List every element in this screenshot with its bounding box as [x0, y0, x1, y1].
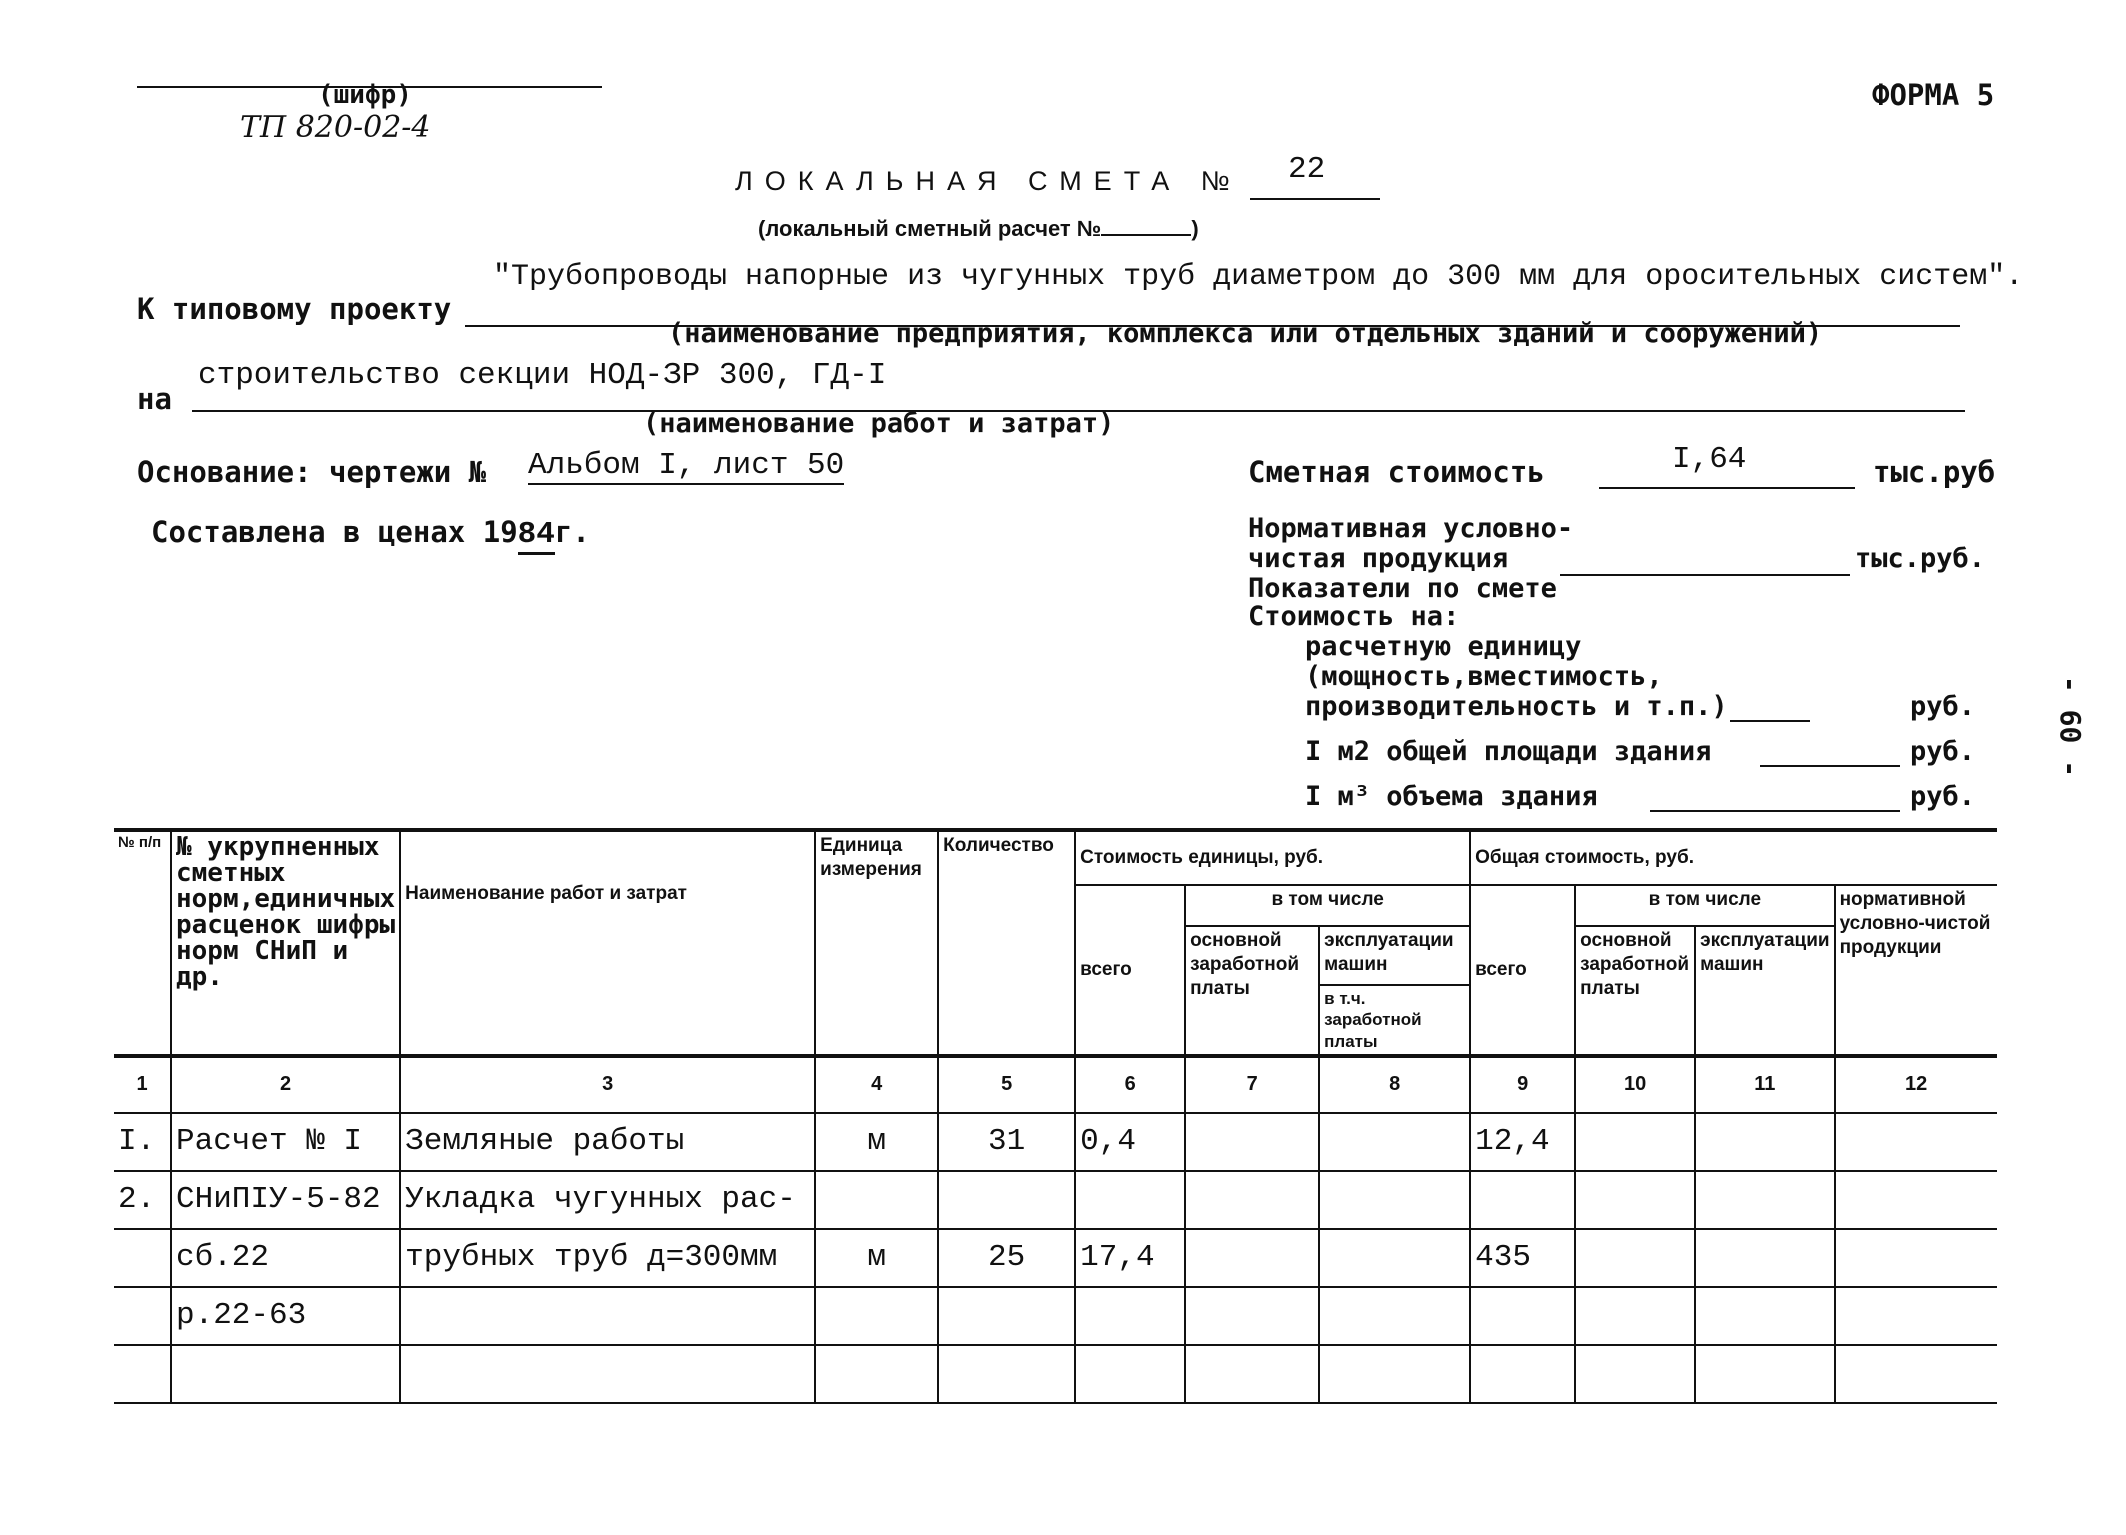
column-numbers-row	[114, 1056, 1997, 1113]
header-machines-wage: в т.ч. заработной платы	[1319, 985, 1470, 1056]
header-total-incl: в том числе	[1575, 885, 1834, 926]
table-cell	[815, 1345, 938, 1403]
column-number: 7	[1185, 1056, 1319, 1113]
m3-blank	[1650, 810, 1900, 812]
table-cell	[1695, 1229, 1834, 1287]
table-cell: 17,4	[1075, 1229, 1185, 1287]
net-line	[1560, 574, 1850, 576]
net-unit: тыс.руб.	[1855, 543, 1986, 574]
m2-blank	[1760, 765, 1900, 767]
m3-rub: руб.	[1910, 781, 1976, 812]
header-num: № п/п	[114, 830, 171, 1056]
table-cell	[1470, 1287, 1575, 1345]
table-cell: м	[815, 1229, 938, 1287]
m2-line: I м2 общей площади здания	[1305, 736, 1712, 767]
table-cell	[1185, 1345, 1319, 1403]
table-cell	[1575, 1345, 1695, 1403]
table-row	[114, 1229, 1997, 1287]
column-number: 2	[171, 1056, 400, 1113]
table-cell	[1695, 1345, 1834, 1403]
table-cell	[1835, 1171, 1997, 1229]
work-value: строительство секции НОД-ЗР 300, ГД-I	[198, 358, 887, 393]
page-number: - 60 -	[2054, 675, 2088, 778]
cipher-value: ТП 820-02-4	[240, 110, 431, 145]
unit-line-1: расчетную единицу	[1305, 631, 1582, 662]
basis-value: Альбом I, лист 50	[528, 448, 845, 483]
table-cell	[1319, 1113, 1470, 1171]
header-net-product: нормативной условно-чистой продукции	[1835, 885, 1997, 1056]
table-cell	[1695, 1113, 1834, 1171]
subtitle-text: (локальный сметный расчет №	[758, 216, 1102, 241]
column-number: 10	[1575, 1056, 1695, 1113]
header-unit-incl: в том числе	[1185, 885, 1470, 926]
table-cell	[1835, 1229, 1997, 1287]
table-cell	[1185, 1113, 1319, 1171]
project-value: "Трубопроводы напорные из чугунных труб диаметром до 300 мм для оросительных систем".	[493, 260, 2024, 294]
header-total-total: всего	[1470, 885, 1575, 1056]
subtitle-blank	[1101, 234, 1191, 236]
table-cell: 0,4	[1075, 1113, 1185, 1171]
table-cell	[171, 1345, 400, 1403]
unit-line-3: производительность и т.п.)	[1305, 691, 1728, 722]
estimate-table	[114, 828, 1997, 1404]
prices-label	[151, 515, 590, 552]
table-cell	[815, 1171, 938, 1229]
table-cell	[1319, 1229, 1470, 1287]
table-cell	[114, 1287, 171, 1345]
column-number: 6	[1075, 1056, 1185, 1113]
table-cell: I.	[114, 1113, 171, 1171]
table-cell: сб.22	[171, 1229, 400, 1287]
table-cell: 2.	[114, 1171, 171, 1229]
header-unit-cost: Стоимость единицы, руб.	[1075, 830, 1470, 885]
table-cell	[1835, 1287, 1997, 1345]
column-number: 1	[114, 1056, 171, 1113]
header-name: Наименование работ и затрат	[400, 830, 815, 1056]
basis-label: Основание: чертежи №	[137, 455, 487, 489]
table-cell	[1575, 1229, 1695, 1287]
indicators-label: Показатели по смете	[1248, 573, 1557, 604]
table-cell	[1185, 1229, 1319, 1287]
table-row	[114, 1287, 1997, 1345]
table-cell	[938, 1345, 1075, 1403]
table-cell	[1319, 1287, 1470, 1345]
table-cell: СНиПIУ-5-82	[171, 1171, 400, 1229]
header-unit: Единица измерения	[815, 830, 938, 1056]
table-cell: Укладка чугунных рас-	[400, 1171, 815, 1229]
table-cell: трубных труб д=300мм	[400, 1229, 815, 1287]
project-label: К типовому проекту	[137, 292, 452, 326]
table-row	[114, 1113, 1997, 1171]
cost-line	[1599, 487, 1855, 489]
header-machines: эксплуатации машин	[1319, 926, 1470, 985]
column-number: 5	[938, 1056, 1075, 1113]
column-number: 9	[1470, 1056, 1575, 1113]
header-machines-total: эксплуатации машин	[1695, 926, 1834, 1056]
estimate-number-line	[1250, 198, 1380, 200]
header-qty: Количество	[938, 830, 1075, 1056]
table-cell	[1075, 1287, 1185, 1345]
document-subtitle	[758, 216, 1199, 242]
table-cell	[1575, 1171, 1695, 1229]
column-number: 3	[400, 1056, 815, 1113]
table-cell: м	[815, 1113, 938, 1171]
table-cell	[938, 1171, 1075, 1229]
table-cell: 12,4	[1470, 1113, 1575, 1171]
cost-on-label: Стоимость на:	[1248, 601, 1460, 632]
column-number: 12	[1835, 1056, 1997, 1113]
column-number: 4	[815, 1056, 938, 1113]
header-unit-total: всего	[1075, 885, 1185, 1056]
header-base-wage-total: основной заработной платы	[1575, 926, 1695, 1056]
table-cell	[1835, 1113, 1997, 1171]
work-label: на	[137, 382, 172, 416]
table-cell: Земляные работы	[400, 1113, 815, 1171]
table-cell: Расчет № I	[171, 1113, 400, 1171]
table-row	[114, 1171, 1997, 1229]
table-cell	[1075, 1171, 1185, 1229]
column-number: 8	[1319, 1056, 1470, 1113]
unit-line-2: (мощность,вместимость,	[1305, 661, 1663, 692]
prices-suffix: г.	[554, 515, 590, 549]
unit-blank	[1730, 720, 1810, 722]
table-cell	[938, 1287, 1075, 1345]
table-cell	[1185, 1171, 1319, 1229]
net-label-2: чистая продукция	[1248, 543, 1509, 574]
table-cell	[1075, 1345, 1185, 1403]
form-label: ФОРМА 5	[1872, 78, 1995, 112]
table-cell	[400, 1287, 815, 1345]
table-cell: 31	[938, 1113, 1075, 1171]
cost-value: I,64	[1672, 442, 1747, 477]
table-cell	[1575, 1287, 1695, 1345]
table-cell	[1185, 1287, 1319, 1345]
unit-rub: руб.	[1910, 691, 1976, 722]
table-row	[114, 1345, 1997, 1403]
project-caption: (наименование предприятия, комплекса или отдельных зданий и сооружений)	[668, 318, 1823, 349]
column-number: 11	[1695, 1056, 1834, 1113]
table-cell: 435	[1470, 1229, 1575, 1287]
table-cell	[400, 1345, 815, 1403]
prices-year: 84	[518, 517, 555, 555]
header-base-wage: основной заработной платы	[1185, 926, 1319, 1056]
table-cell	[1835, 1345, 1997, 1403]
subtitle-end: )	[1191, 216, 1199, 241]
table-cell	[815, 1287, 938, 1345]
net-label-1: Нормативная условно-	[1248, 513, 1574, 544]
estimate-number: 22	[1288, 152, 1326, 187]
table-cell	[1470, 1171, 1575, 1229]
table-cell: 25	[938, 1229, 1075, 1287]
header-total-cost: Общая стоимость, руб.	[1470, 830, 1996, 885]
cost-unit: тыс.руб	[1873, 455, 1996, 489]
table-cell	[1695, 1287, 1834, 1345]
table-cell: р.22-63	[171, 1287, 400, 1345]
cipher-label: (шифр)	[318, 80, 412, 110]
table-cell	[1319, 1171, 1470, 1229]
cost-label: Сметная стоимость	[1248, 455, 1545, 489]
table-cell	[114, 1345, 171, 1403]
work-caption: (наименование работ и затрат)	[643, 408, 1115, 439]
table-cell	[1470, 1345, 1575, 1403]
table-cell	[1695, 1171, 1834, 1229]
m2-rub: руб.	[1910, 736, 1976, 767]
m3-line: I м³ объема здания	[1305, 781, 1598, 812]
table-cell	[1575, 1113, 1695, 1171]
header-norms: № укрупненных сметных норм,единичных расценок шифры норм СНиП и др.	[171, 830, 400, 1056]
document-title: ЛОКАЛЬНАЯ СМЕТА №	[735, 166, 1242, 196]
prices-text: Составлена в ценах 19	[151, 515, 518, 549]
table-cell	[114, 1229, 171, 1287]
table-cell	[1319, 1345, 1470, 1403]
